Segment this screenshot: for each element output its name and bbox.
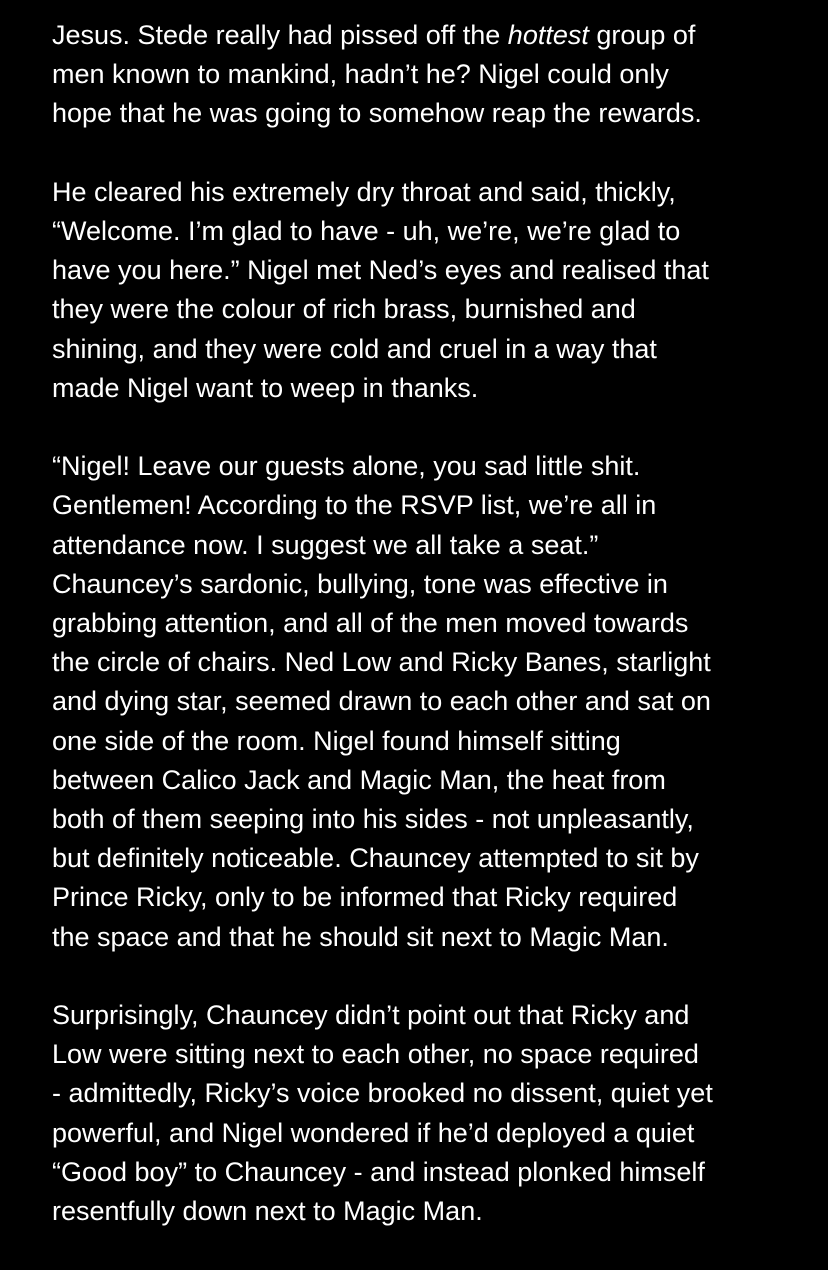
text-segment: men known to mankind, hadn’t he? Nigel could only: [52, 59, 669, 90]
text-segment: “Good boy” to Chauncey - and instead plonked himself: [52, 1156, 705, 1187]
text-segment: group of: [588, 20, 696, 50]
text-line: [52, 839, 822, 878]
text-segment: Gentlemen! According to the RSVP list, we’re all in: [52, 490, 657, 521]
text-line: [52, 1074, 822, 1113]
text-segment: attendance now. I suggest we all take a seat.”: [52, 529, 599, 560]
text-line: [52, 565, 822, 604]
text-segment: Prince Ricky, only to be informed that Ricky required: [52, 882, 678, 913]
text-line: [52, 682, 822, 721]
text-line: [52, 722, 822, 761]
text-line: [52, 643, 822, 682]
text-line: [52, 447, 822, 486]
text-segment: one side of the room. Nigel found himself sitting: [52, 725, 621, 756]
text-segment: Surprisingly, Chauncey didn’t point out that Ricky and: [52, 1000, 690, 1031]
text-line: [52, 878, 822, 917]
text-line: [52, 290, 822, 329]
text-segment: “Nigel! Leave our guests alone, you sad little shit.: [52, 451, 641, 482]
text-line: [52, 212, 822, 251]
text-line: [52, 1114, 822, 1153]
text-segment: both of them seeping into his sides - not unpleasantly,: [52, 804, 694, 835]
text-line: [52, 918, 822, 957]
text-segment: hope that he was going to somehow reap the rewards.: [52, 98, 702, 129]
text-line: [52, 996, 822, 1035]
text-segment: Jesus. Stede really had pissed off the: [52, 20, 508, 50]
text-segment: between Calico Jack and Magic Man, the heat from: [52, 764, 666, 795]
text-line: [52, 604, 822, 643]
text-segment: He cleared his extremely dry throat and said, thickly,: [52, 176, 676, 207]
text-line: [52, 526, 822, 565]
text-segment: Low were sitting next to each other, no space required: [52, 1039, 699, 1070]
text-segment: shining, and they were cold and cruel in a way that: [52, 333, 657, 364]
text-line: [52, 16, 822, 55]
paragraph: [52, 996, 822, 1231]
text-segment: they were the colour of rich brass, burnished and: [52, 294, 636, 325]
text-line: [52, 369, 822, 408]
text-line: [52, 94, 822, 133]
text-segment: have you here.” Nigel met Ned’s eyes and realised that: [52, 255, 709, 286]
text-line: [52, 1035, 822, 1074]
paragraph: [52, 16, 822, 134]
text-line: [52, 761, 822, 800]
text-segment: “Welcome. I’m glad to have - uh, we’re, we’re glad to: [52, 216, 681, 246]
text-segment: the circle of chairs. Ned Low and Ricky Banes, starlight: [52, 647, 711, 678]
text-segment: and dying star, seemed drawn to each other and sat on: [52, 686, 711, 717]
text-line: [52, 486, 822, 525]
text-line: [52, 173, 822, 212]
text-segment: but definitely noticeable. Chauncey attempted to sit by: [52, 843, 699, 874]
text-segment: grabbing attention, and all of the men moved towards: [52, 608, 689, 639]
text-segment: made Nigel want to weep in thanks.: [52, 372, 479, 403]
italic-text: hottest: [507, 20, 589, 50]
text-segment: powerful, and Nigel wondered if he’d deployed a quiet: [52, 1117, 695, 1148]
paragraph: [52, 447, 822, 957]
text-line: [52, 330, 822, 369]
text-line: [52, 1153, 822, 1192]
text-line: [52, 800, 822, 839]
document-body: [52, 16, 822, 1270]
text-line: [52, 1192, 822, 1231]
text-segment: - admittedly, Ricky’s voice brooked no dissent, quiet yet: [52, 1078, 713, 1109]
text-line: [52, 55, 822, 94]
paragraph: [52, 173, 822, 408]
text-segment: Chauncey’s sardonic, bullying, tone was effective in: [52, 568, 668, 599]
text-segment: resentfully down next to Magic Man.: [52, 1196, 483, 1227]
text-line: [52, 251, 822, 290]
text-segment: the space and that he should sit next to Magic Man.: [52, 921, 669, 952]
